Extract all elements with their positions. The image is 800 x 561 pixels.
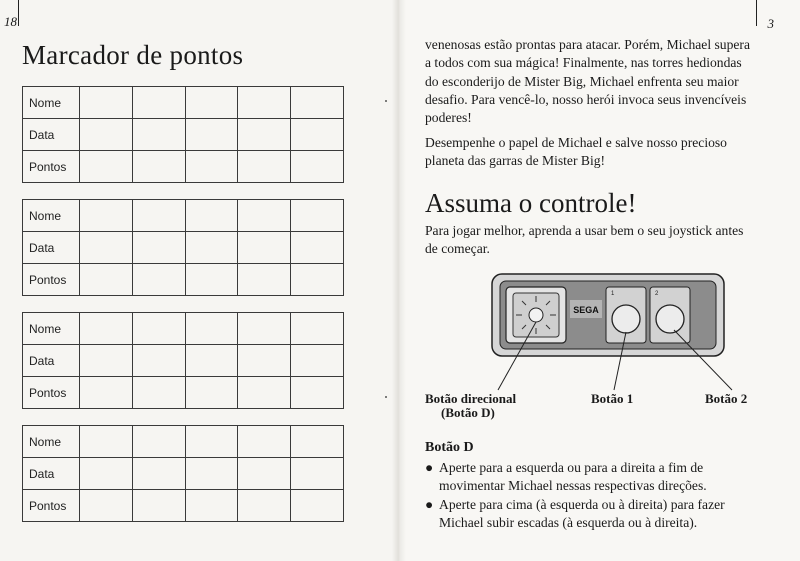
scorecard-cell bbox=[238, 345, 291, 377]
scorecard-cell bbox=[132, 87, 185, 119]
scorecard-row bbox=[23, 232, 344, 264]
scorecard-cell bbox=[80, 377, 133, 409]
scorecard-cell bbox=[80, 426, 133, 458]
scorecard-cell bbox=[238, 377, 291, 409]
page-number-left: 18 bbox=[4, 14, 17, 29]
controller-diagram bbox=[420, 268, 760, 408]
scorecard-cell bbox=[185, 345, 238, 377]
scorecard-row-label: Data bbox=[23, 119, 80, 151]
scorecard-row bbox=[23, 377, 344, 409]
scorecard-table bbox=[22, 425, 344, 522]
scorecard-cell bbox=[185, 313, 238, 345]
scorecard-cell bbox=[291, 87, 344, 119]
scorecard-row-label: Data bbox=[23, 232, 80, 264]
button-d-heading: Botão D bbox=[425, 440, 474, 455]
scorecard-cell bbox=[238, 232, 291, 264]
scorecard-cell bbox=[291, 426, 344, 458]
scorecard-cell bbox=[80, 345, 133, 377]
book-gutter bbox=[392, 0, 406, 561]
scorecard-cell bbox=[80, 200, 133, 232]
scan-speck bbox=[385, 100, 387, 102]
scorecard-row bbox=[23, 458, 344, 490]
scorecard-cell bbox=[185, 119, 238, 151]
scorecard-cell bbox=[185, 151, 238, 183]
scorecard-cell bbox=[132, 377, 185, 409]
button1-small-label: 1 bbox=[611, 291, 615, 297]
scorecard-cell bbox=[80, 151, 133, 183]
scorecard-cell bbox=[238, 87, 291, 119]
scorecard-cell bbox=[238, 151, 291, 183]
scorecard-row-label: Pontos bbox=[23, 151, 80, 183]
scorecard-cell bbox=[291, 345, 344, 377]
section-title: Assuma o controle! bbox=[425, 188, 637, 218]
scorecard-table bbox=[22, 199, 344, 296]
label-button1: Botão 1 bbox=[591, 391, 634, 406]
scorecard-cell bbox=[291, 458, 344, 490]
text-line: poderes! bbox=[425, 110, 472, 126]
page-edge-mark bbox=[18, 0, 19, 26]
text-line: planeta das garras de Mister Big! bbox=[425, 153, 606, 169]
scorecard-row bbox=[23, 151, 344, 183]
scorecard-cell bbox=[185, 200, 238, 232]
scorecard-cell bbox=[238, 119, 291, 151]
scorecard-cell bbox=[132, 232, 185, 264]
button2-circle bbox=[656, 305, 684, 333]
call-paragraph bbox=[425, 134, 755, 171]
scorecard-row bbox=[23, 313, 344, 345]
scorecard-table bbox=[22, 86, 344, 183]
text-line: venenosas estão prontas para atacar. Porém, Michael supera bbox=[425, 37, 750, 52]
scorecard-cell bbox=[132, 458, 185, 490]
scorecard-row bbox=[23, 426, 344, 458]
scorecard-cell bbox=[132, 426, 185, 458]
scorecard-cell bbox=[238, 490, 291, 522]
scorecard-row bbox=[23, 490, 344, 522]
text-line: movimentar Michael nessas respectivas direções. bbox=[439, 478, 707, 493]
scorecard-cell bbox=[291, 313, 344, 345]
scorecard-cell bbox=[132, 490, 185, 522]
label-directional-sub: (Botão D) bbox=[441, 405, 495, 420]
scorecard-cell bbox=[291, 151, 344, 183]
scorecard-cell bbox=[291, 232, 344, 264]
scorecard-cell bbox=[132, 345, 185, 377]
scorecard-cell bbox=[80, 87, 133, 119]
bullet-item bbox=[425, 459, 759, 495]
bullet-icon: ● bbox=[425, 497, 434, 512]
scan-speck bbox=[385, 396, 387, 398]
dpad-center bbox=[529, 308, 543, 322]
page-title: Marcador de pontos bbox=[22, 40, 244, 70]
scorecard-row-label: Nome bbox=[23, 87, 80, 119]
scorecard-row-label: Pontos bbox=[23, 377, 80, 409]
scorecard-row bbox=[23, 345, 344, 377]
scorecard-cell bbox=[132, 200, 185, 232]
scorecard-cell bbox=[291, 264, 344, 296]
scorecard-row bbox=[23, 87, 344, 119]
scorecard-cell bbox=[238, 313, 291, 345]
scorecard-row-label: Nome bbox=[23, 313, 80, 345]
scorecard-cell bbox=[291, 377, 344, 409]
text-line: Michael subir escadas (à esquerda ou à direita). bbox=[439, 515, 698, 530]
button1-circle bbox=[612, 305, 640, 333]
scorecard-cell bbox=[238, 200, 291, 232]
scorecard-row-label: Nome bbox=[23, 426, 80, 458]
scorecard-cell bbox=[185, 264, 238, 296]
text-line: de começar. bbox=[425, 241, 490, 257]
scorecard-cell bbox=[132, 264, 185, 296]
scorecard-cell bbox=[132, 119, 185, 151]
bullet-icon: ● bbox=[425, 460, 434, 475]
section-paragraph bbox=[425, 222, 755, 259]
scorecard-cell bbox=[238, 264, 291, 296]
sega-logo: SEGA bbox=[573, 305, 599, 315]
scorecard-cell bbox=[238, 458, 291, 490]
scorecard-cell bbox=[185, 87, 238, 119]
text-line: Aperte para cima (à esquerda ou à direita) para fazer bbox=[439, 497, 725, 512]
scorecard-table bbox=[22, 312, 344, 409]
text-line: Para jogar melhor, aprenda a usar bem o seu joystick antes bbox=[425, 223, 744, 238]
scorecard-row-label: Data bbox=[23, 458, 80, 490]
scorecard-cell bbox=[291, 200, 344, 232]
text-line: Aperte para a esquerda ou para a direita a fim de bbox=[439, 460, 704, 475]
scorecard-cell bbox=[185, 426, 238, 458]
scorecard-row bbox=[23, 264, 344, 296]
scorecard-cell bbox=[185, 377, 238, 409]
text-line: Desempenhe o papel de Michael e salve nosso precioso bbox=[425, 135, 727, 150]
bullet-item bbox=[425, 496, 759, 532]
scorecard-cell bbox=[80, 313, 133, 345]
intro-paragraph bbox=[425, 36, 755, 127]
scorecard-cell bbox=[291, 119, 344, 151]
scorecard-cell bbox=[80, 264, 133, 296]
scorecard-row-label: Pontos bbox=[23, 264, 80, 296]
text-line: do esconderijo de Mister Big, Michael enfrenta seu maior bbox=[425, 73, 739, 89]
scorecard-cell bbox=[185, 490, 238, 522]
scorecard-row-label: Nome bbox=[23, 200, 80, 232]
scorecard-row-label: Pontos bbox=[23, 490, 80, 522]
scorecard-row bbox=[23, 119, 344, 151]
text-line: a todos com sua mágica! Finalmente, nas torres hediondas bbox=[425, 55, 742, 71]
scorecard-cell bbox=[80, 119, 133, 151]
scorecard-row bbox=[23, 200, 344, 232]
page-edge-mark bbox=[756, 0, 757, 26]
label-directional: Botão direcional bbox=[425, 391, 517, 406]
button2-small-label: 2 bbox=[655, 291, 659, 297]
scorecard-row-label: Data bbox=[23, 345, 80, 377]
label-button2: Botão 2 bbox=[705, 391, 748, 406]
scorecard-cell bbox=[80, 232, 133, 264]
scorecard-cell bbox=[238, 426, 291, 458]
scorecard-cell bbox=[291, 490, 344, 522]
scorecard-cell bbox=[80, 490, 133, 522]
scorecard-cell bbox=[132, 151, 185, 183]
scorecard-cell bbox=[185, 458, 238, 490]
text-line: desafio. Para vencê-lo, nosso herói invoca seus invencíveis bbox=[425, 91, 747, 107]
scorecard-cell bbox=[185, 232, 238, 264]
scorecard-cell bbox=[132, 313, 185, 345]
page-number-right: 3 bbox=[767, 16, 774, 31]
scorecard-cell bbox=[80, 458, 133, 490]
